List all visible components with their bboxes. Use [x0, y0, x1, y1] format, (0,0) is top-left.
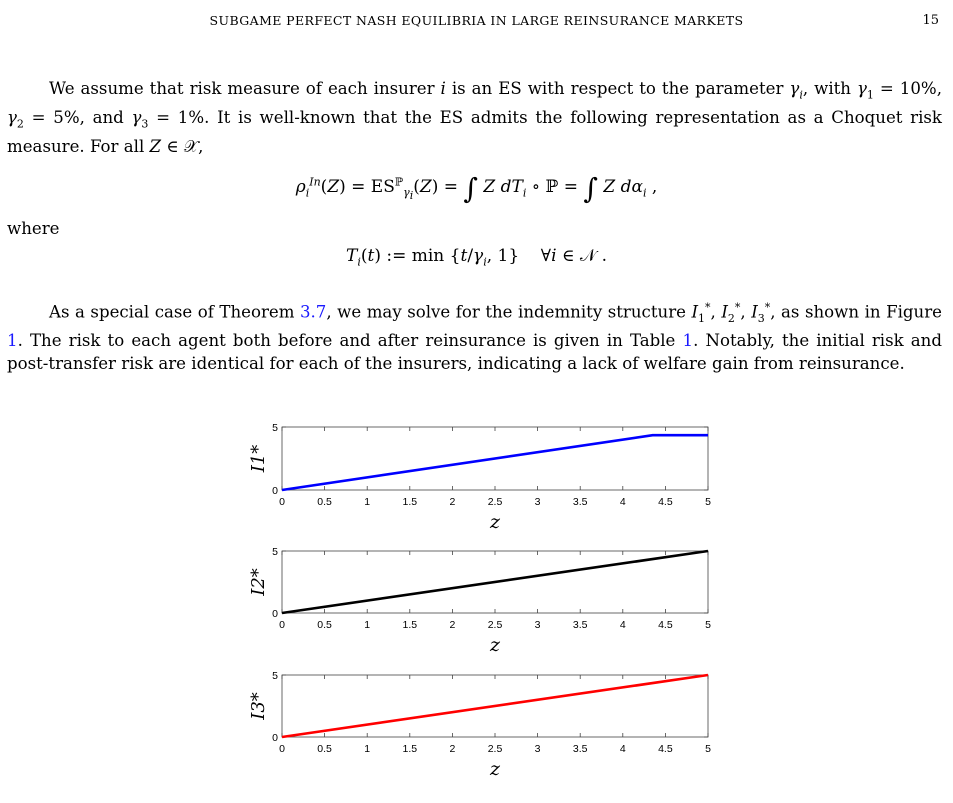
y-tick-label-1-1: 5: [272, 422, 278, 434]
x-tick-label-3-0: 0: [279, 743, 285, 755]
theorem-link[interactable]: 3.7: [299, 302, 327, 322]
series-line-2: [282, 551, 708, 613]
x-tick-label-2-6: 3: [534, 619, 541, 631]
x-tick-label-1-6: 3: [534, 496, 541, 508]
x-tick-label-1-10: 5: [705, 496, 711, 508]
plot-frame-3: [282, 675, 708, 737]
series-line-1: [282, 435, 708, 490]
para2-text-4: . Notably, the initial risk and post-transfer risk are identical for each of the insurers, indicating a lack of welfare gain from reinsurance.: [7, 331, 942, 373]
x-axis-label-2: z: [489, 634, 501, 656]
y-tick-label-3-1: 5: [272, 670, 278, 682]
equation-distortion: $T_i(t)$ := $\min \{t/\gamma_i$, 1} ∀i ∈ 𝒩 .: [345, 246, 608, 269]
x-tick-label-2-1: 0.5: [317, 619, 332, 631]
para2-text-3: . The risk to each agent both before and after reinsurance is given in Table: [17, 331, 683, 351]
y-tick-label-1-0: 0: [272, 485, 278, 497]
page-number: 15: [922, 13, 939, 28]
x-tick-label-1-7: 3.5: [572, 496, 588, 508]
x-tick-label-1-3: 1.5: [402, 496, 418, 508]
x-tick-label-2-4: 2: [449, 619, 456, 631]
figure-link[interactable]: 1: [7, 331, 18, 351]
x-tick-label-1-9: 4.5: [658, 496, 673, 508]
x-tick-label-3-8: 4: [619, 743, 626, 755]
x-tick-label-2-8: 4: [619, 619, 626, 631]
x-tick-label-3-7: 3.5: [572, 743, 588, 755]
x-tick-label-2-7: 3.5: [572, 619, 588, 631]
x-tick-label-3-9: 4.5: [658, 743, 673, 755]
para2-text-1: As a special case of Theorem: [49, 302, 300, 322]
x-tick-label-2-10: 5: [705, 619, 711, 631]
series-line-3: [282, 675, 708, 737]
x-tick-label-3-10: 5: [705, 743, 711, 755]
x-tick-label-2-0: 0: [279, 619, 285, 631]
running-head: SUBGAME PERFECT NASH EQUILIBRIA IN LARGE REINSURANCE MARKETS: [209, 13, 744, 28]
page-header: [0, 13, 953, 33]
x-tick-label-2-9: 4.5: [658, 619, 673, 631]
y-axis-label-2: I2*: [248, 568, 269, 596]
x-tick-label-3-5: 2.5: [487, 743, 503, 755]
x-tick-label-2-5: 2.5: [487, 619, 503, 631]
x-tick-label-1-0: 0: [279, 496, 285, 508]
y-axis-label-3: I3*: [248, 692, 269, 720]
x-tick-label-3-6: 3: [534, 743, 541, 755]
x-tick-label-3-1: 0.5: [317, 743, 332, 755]
x-tick-label-3-2: 1: [364, 743, 371, 755]
plot-frame-1: [282, 427, 708, 490]
paragraph-es-assumption: We assume that risk measure of each insurer i is an ES with respect to the parameter $\gamma_i$, with $\gamma_1 = 10\%$, $\gamma_2 = 5\%$, and $\gamma_3 = 1\%$. It is well-known that the ES admits the following representation as a Choquet risk measure. For all Z ∈ 𝒳,: [7, 79, 942, 156]
x-axis-label-3: z: [489, 758, 501, 780]
x-tick-label-3-4: 2: [449, 743, 456, 755]
x-tick-label-3-3: 1.5: [402, 743, 418, 755]
y-axis-label-1: I1*: [248, 444, 269, 473]
x-axis-label-1: z: [489, 511, 501, 533]
x-tick-label-1-4: 2: [449, 496, 456, 508]
where-label: where: [7, 219, 60, 238]
x-tick-label-2-2: 1: [364, 619, 371, 631]
x-tick-label-1-2: 1: [364, 496, 371, 508]
y-tick-label-2-0: 0: [272, 608, 278, 620]
table-link[interactable]: 1: [682, 331, 694, 351]
plot-frame-2: [282, 551, 708, 613]
y-tick-label-2-1: 5: [272, 546, 278, 558]
equation-choquet: $\rho_i^{In}(Z) = ES^ℙ_{\gamma_i}(Z)$ = ∫ Z $dT_i$ ∘ ℙ = ∫ Z $d\alpha_i$ ,: [295, 172, 658, 205]
x-tick-label-1-1: 0.5: [317, 496, 332, 508]
x-tick-label-2-3: 1.5: [402, 619, 418, 631]
x-tick-label-1-5: 2.5: [487, 496, 503, 508]
paragraph-special-case: As a special case of Theorem 3.7, we may solve for the indemnity structure $I_1^*$, $I_2^*$, $I_3^*$, as shown in Figure 1. The risk to each agent both before and after reinsurance is given in Table 1. Notably, the initial risk and post-transfer risk are identical for each of the insurers, indicating a lack of welfare gain from reinsurance.: [7, 301, 942, 373]
x-tick-label-1-8: 4: [619, 496, 626, 508]
y-tick-label-3-0: 0: [272, 732, 278, 744]
